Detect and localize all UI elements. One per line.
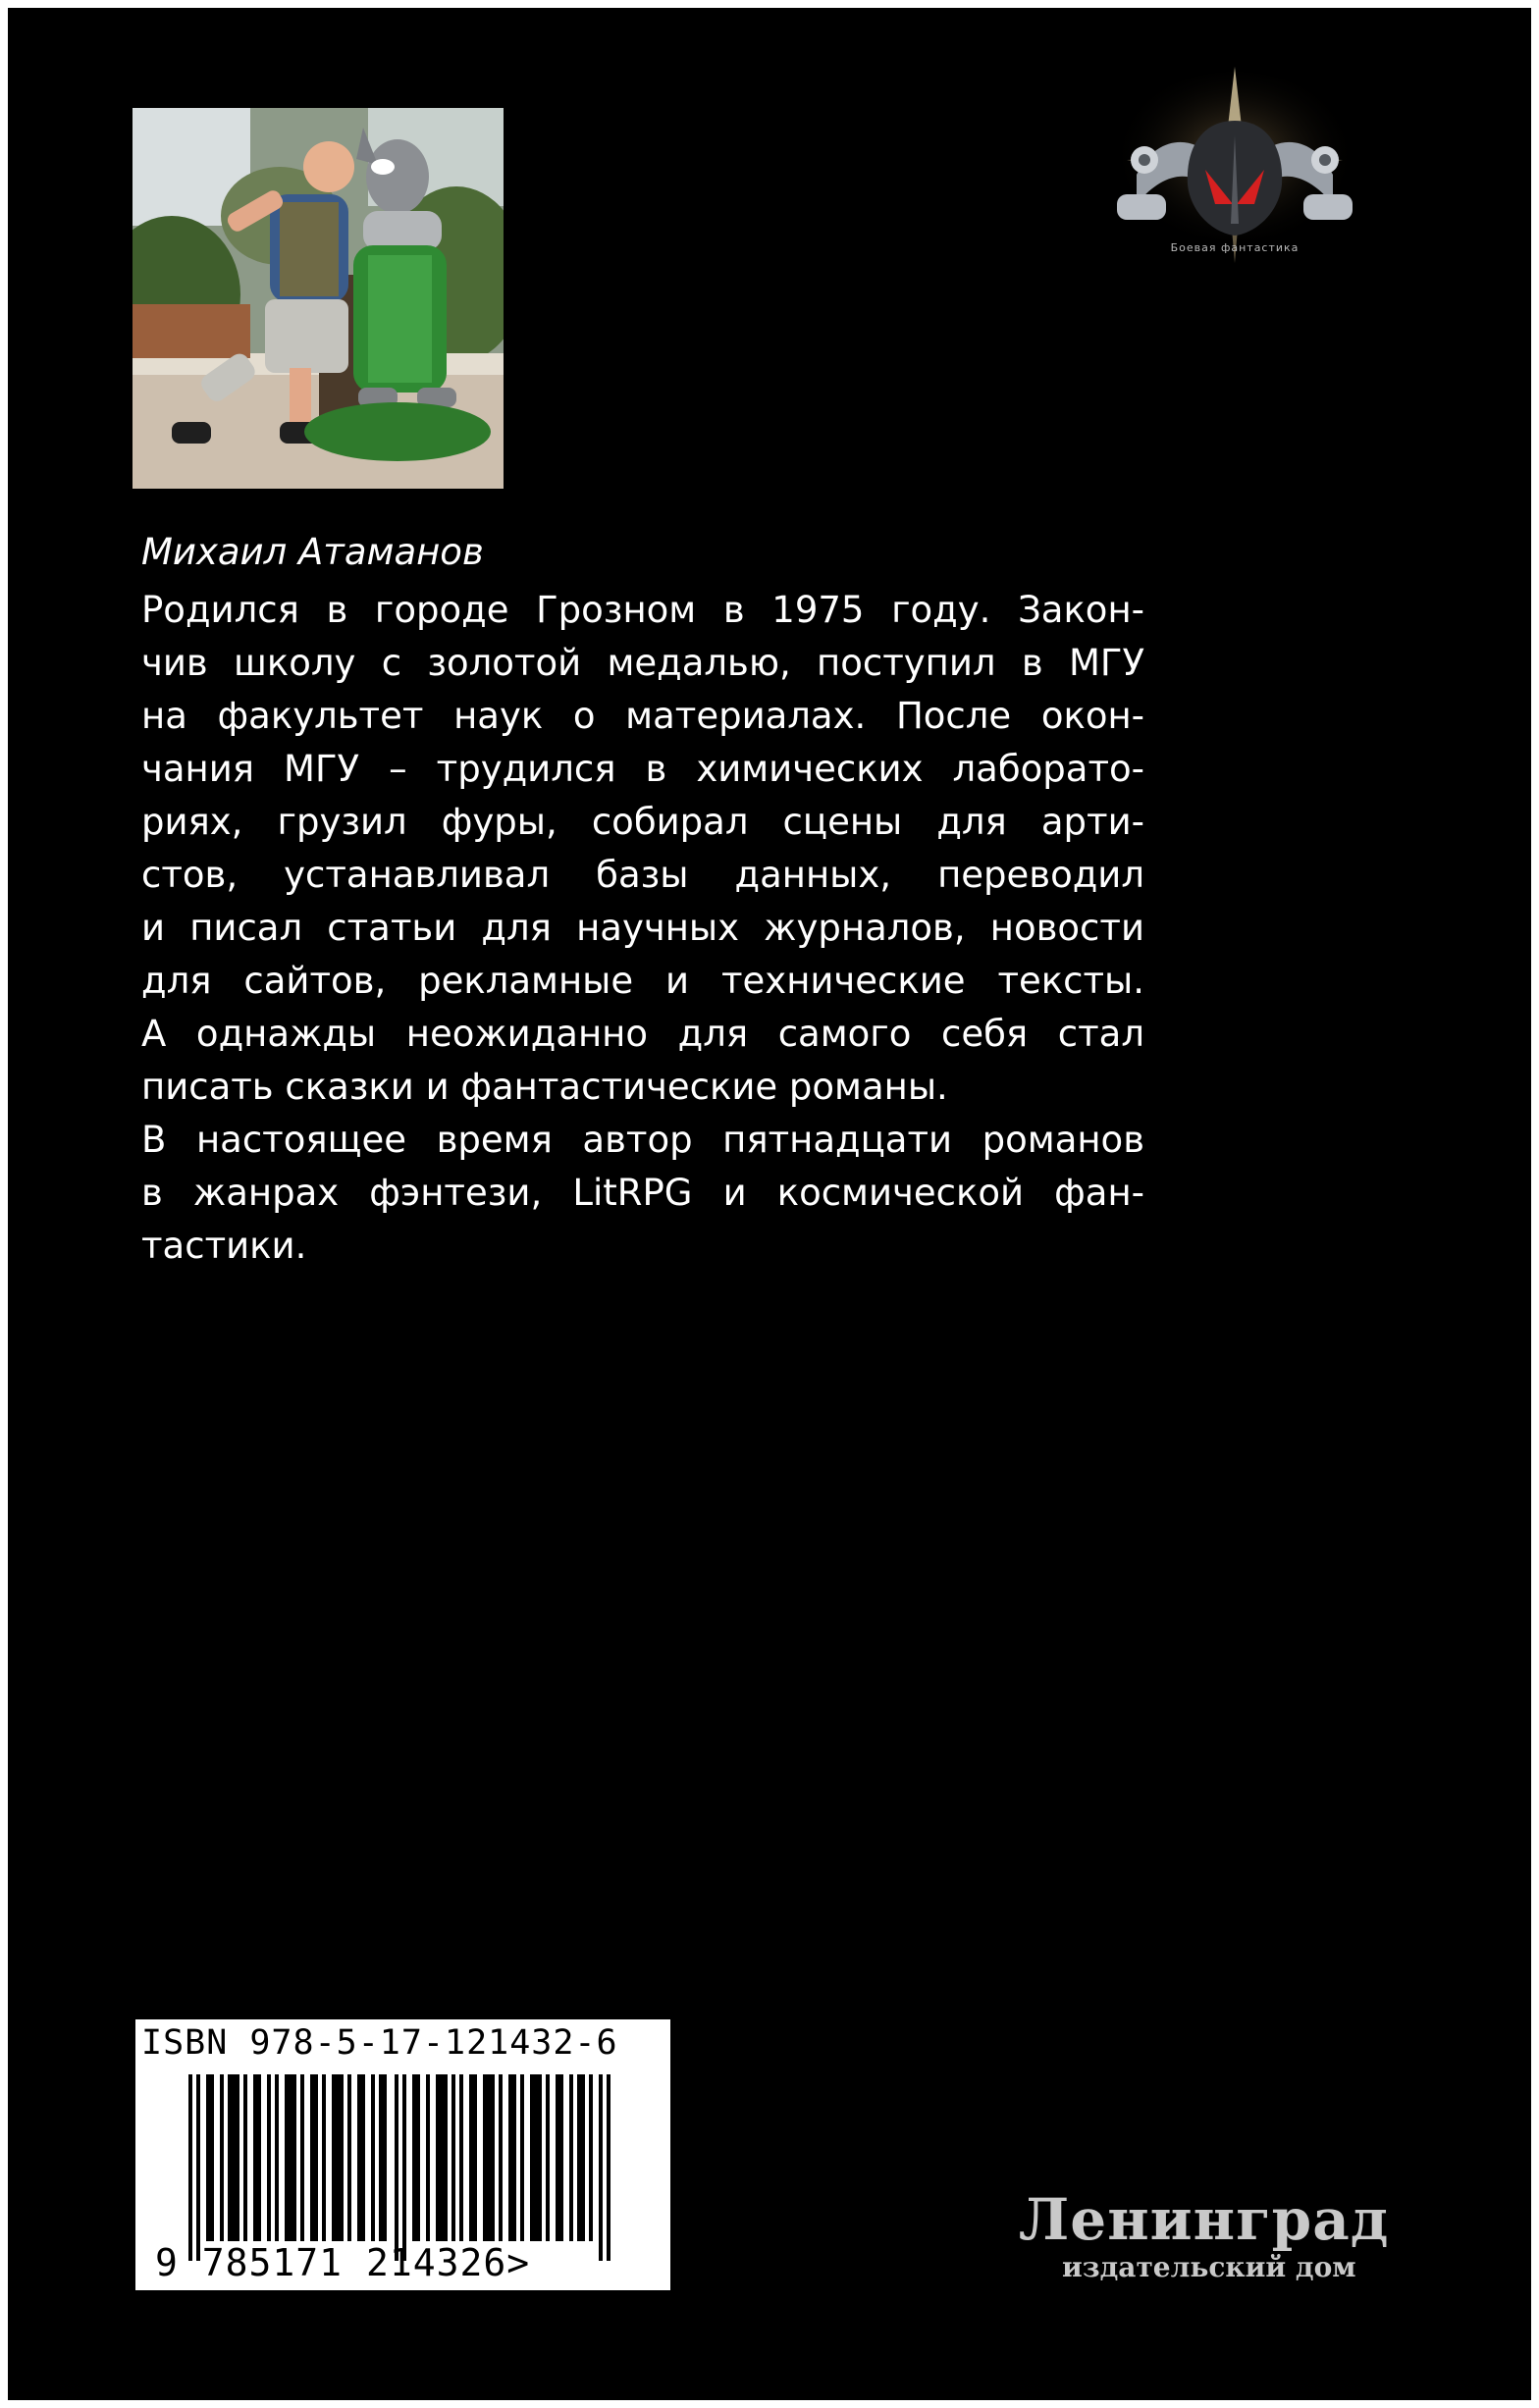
book-back-cover (8, 8, 1531, 2400)
bio-line: для сайтов, рекламные и технические тексты. (141, 960, 1144, 1002)
publisher-name: Ленинград (1019, 2186, 1390, 2253)
isbn-barcode (135, 2019, 670, 2290)
isbn-number: ISBN 978-5-17-121432-6 (141, 2023, 618, 2063)
winged-helmet-emblem-icon (1107, 67, 1362, 292)
bio-line: чив школу с золотой медалью, поступил в МГУ (141, 642, 1144, 684)
bio-line: Родился в городе Грозном в 1975 году. Закон- (141, 589, 1144, 631)
bio-line: писать сказки и фантастические романы. (141, 1066, 948, 1108)
publisher-logo (1019, 2186, 1402, 2294)
bio-line: чания МГУ – трудился в химических лаборато- (141, 748, 1144, 790)
bio-line: В настоящее время автор пятнадцати романов (141, 1119, 1144, 1161)
ean-left-group: 785171 (201, 2241, 344, 2284)
publisher-subtitle: издательский дом (1062, 2251, 1356, 2283)
bio-line: стов, устанавливал базы данных, переводил (141, 854, 1144, 896)
ean-quiet-zone-marker: > (506, 2241, 531, 2284)
bio-line: А однажды неожиданно для самого себя стал (141, 1013, 1144, 1055)
ean-first-digit: 9 (155, 2241, 179, 2284)
series-label: Боевая фантастика (1170, 241, 1300, 254)
ean-right-group: 214326 (365, 2241, 507, 2284)
author-photo (133, 108, 504, 489)
bio-line: в жанрах фэнтези, LitRPG и космической фан- (141, 1172, 1144, 1214)
author-name: Михаил Атаманов (141, 531, 484, 573)
ean-digits (155, 2241, 530, 2284)
bio-line: риях, грузил фуры, собирал сцены для арти- (141, 801, 1144, 843)
bio-line: на факультет наук о материалах. После окон- (141, 695, 1144, 737)
bio-line: и писал статьи для научных журналов, новости (141, 907, 1144, 949)
bio-line: тастики. (141, 1225, 307, 1267)
series-emblem (1107, 67, 1362, 292)
